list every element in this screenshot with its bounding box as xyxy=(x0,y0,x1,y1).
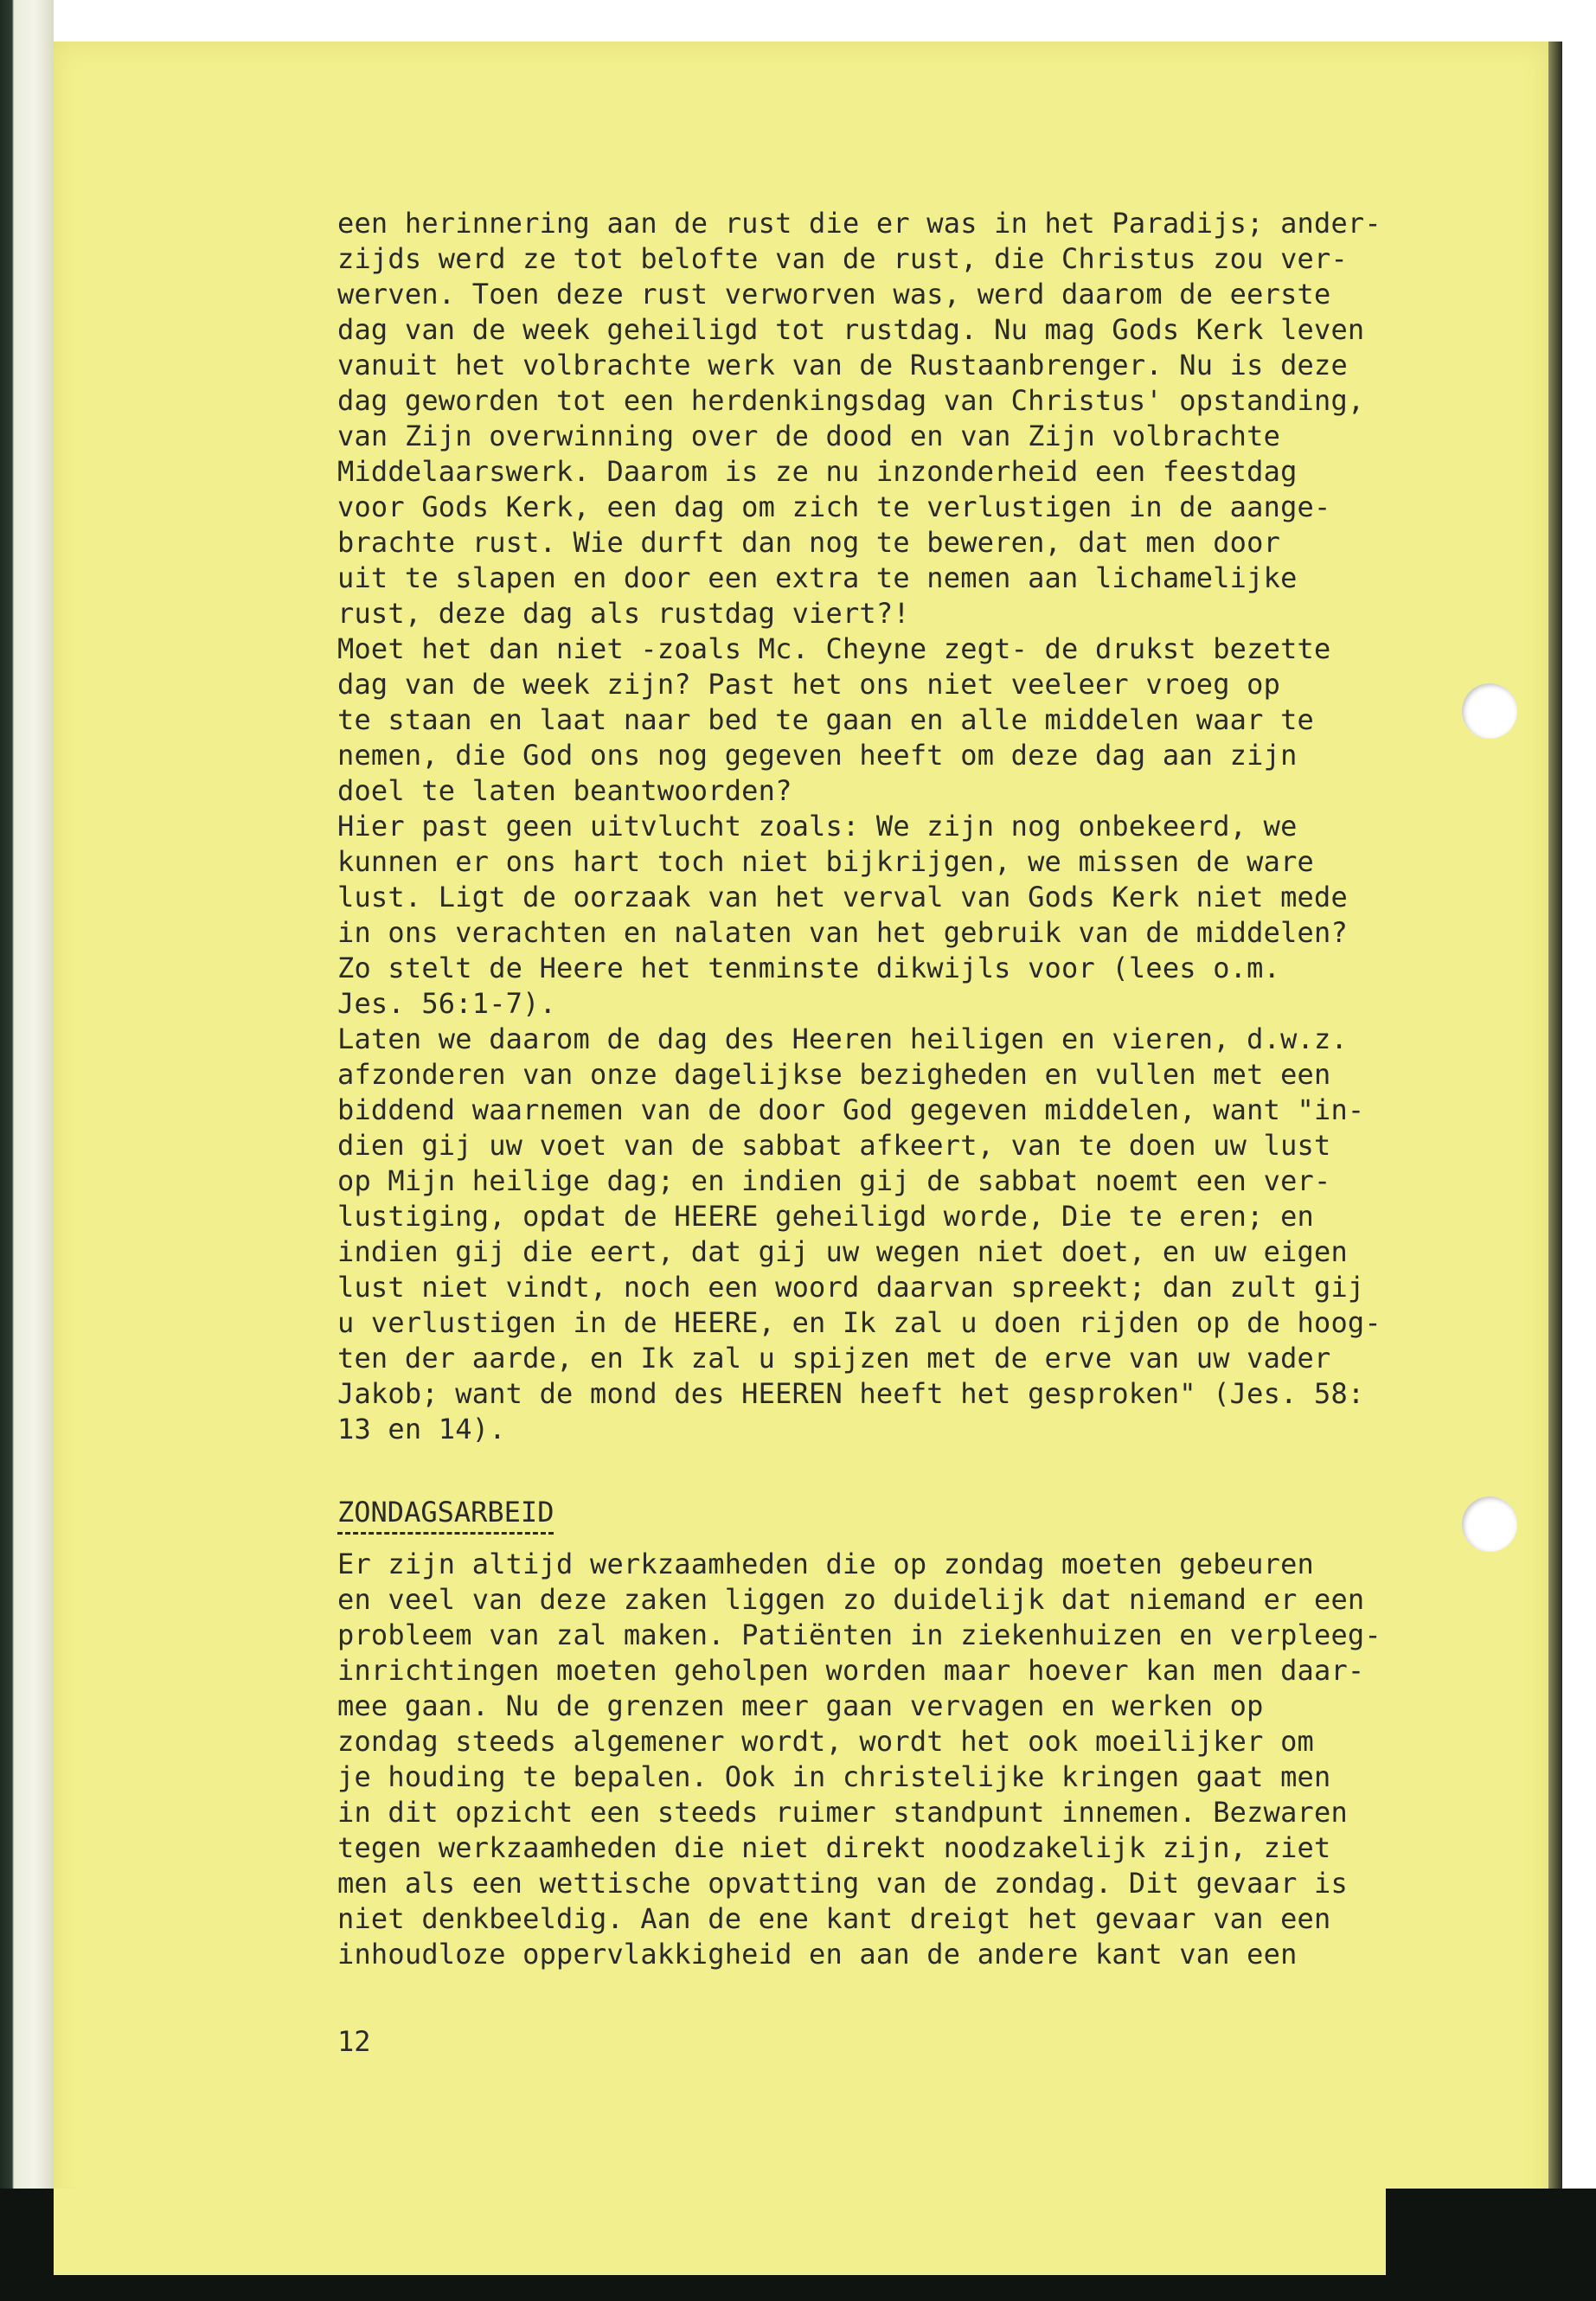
page-right-shadow xyxy=(1548,42,1562,2256)
text-line: u verlustigen in de HEERE, en Ik zal u doen rijden op de hoog- xyxy=(337,1306,1381,1339)
text-line: probleem van zal maken. Patiënten in ziekenhuizen en verpleeg- xyxy=(337,1618,1381,1651)
text-line: zijds werd ze tot belofte van de rust, die Christus zou ver- xyxy=(337,242,1348,275)
text-line: Laten we daarom de dag des Heeren heiligen en vieren, d.w.z. xyxy=(337,1022,1348,1055)
text-line: rust, deze dag als rustdag viert?! xyxy=(337,597,910,630)
text-line: Hier past geen uitvlucht zoals: We zijn nog onbekeerd, we xyxy=(337,810,1298,843)
text-line: niet denkbeeldig. Aan de ene kant dreigt het gevaar van een xyxy=(337,1902,1331,1935)
text-line: je houding te bepalen. Ook in christelijke kringen gaat men xyxy=(337,1760,1331,1793)
section-paragraph xyxy=(337,1547,1462,1972)
text-line: indien gij die eert, dat gij uw wegen niet doet, en uw eigen xyxy=(337,1235,1348,1268)
scan-top-margin xyxy=(0,0,1596,42)
text-line: inhoudloze oppervlakkigheid en aan de andere kant van een xyxy=(337,1938,1298,1971)
section-heading: ZONDAGSARBEID xyxy=(337,1495,554,1535)
text-line: te staan en laat naar bed te gaan en alle middelen waar te xyxy=(337,703,1315,736)
text-line: lust niet vindt, noch een woord daarvan spreekt; dan zult gij xyxy=(337,1271,1365,1304)
text-line: vanuit het volbrachte werk van de Rustaanbrenger. Nu is deze xyxy=(337,349,1348,381)
text-line: Jes. 56:1-7). xyxy=(337,987,557,1020)
text-line: biddend waarnemen van de door God gegeven middelen, want "in- xyxy=(337,1093,1365,1126)
text-line: zondag steeds algemener wordt, wordt het ook moeilijker om xyxy=(337,1725,1315,1758)
text-line: 13 en 14). xyxy=(337,1413,506,1445)
binder-edge xyxy=(0,0,54,2301)
text-line: in dit opzicht een steeds ruimer standpunt innemen. Bezwaren xyxy=(337,1796,1348,1829)
text-line: op Mijn heilige dag; en indien gij de sabbat noemt een ver- xyxy=(337,1164,1331,1197)
page-number: 12 xyxy=(337,2025,371,2058)
text-line: nemen, die God ons nog gegeven heeft om deze dag aan zijn xyxy=(337,739,1298,772)
text-line: dag van de week geheiligd tot rustdag. Nu mag Gods Kerk leven xyxy=(337,313,1365,346)
scan-bottom-margin xyxy=(0,2189,1596,2301)
text-line: kunnen er ons hart toch niet bijkrijgen, we missen de ware xyxy=(337,845,1315,878)
text-line: in ons verachten en nalaten van het gebruik van de middelen? xyxy=(337,916,1348,949)
text-line: voor Gods Kerk, een dag om zich te verlustigen in de aange- xyxy=(337,490,1331,523)
text-line: afzonderen van onze dagelijkse bezigheden en vullen met een xyxy=(337,1058,1331,1091)
text-line: van Zijn overwinning over de dood en van Zijn volbrachte xyxy=(337,420,1281,452)
text-line: ten der aarde, en Ik zal u spijzen met de erve van uw vader xyxy=(337,1342,1331,1375)
text-line: Er zijn altijd werkzaamheden die op zondag moeten gebeuren xyxy=(337,1548,1315,1580)
text-line: Jakob; want de mond des HEEREN heeft het gesproken" (Jes. 58: xyxy=(337,1377,1365,1410)
text-line: lust. Ligt de oorzaak van het verval van Gods Kerk niet mede xyxy=(337,881,1348,913)
text-line: Middelaarswerk. Daarom is ze nu inzonderheid een feestdag xyxy=(337,455,1298,488)
text-line: Zo stelt de Heere het tenminste dikwijls voor (lees o.m. xyxy=(337,952,1281,984)
paragraph-continued xyxy=(337,206,1462,1447)
text-line: mee gaan. Nu de grenzen meer gaan vervagen en werken op xyxy=(337,1689,1264,1722)
text-line: lustiging, opdat de HEERE geheiligd worde, Die te eren; en xyxy=(337,1200,1315,1233)
text-line: tegen werkzaamheden die niet direkt noodzakelijk zijn, ziet xyxy=(337,1831,1331,1864)
text-line: een herinnering aan de rust die er was in het Paradijs; ander- xyxy=(337,207,1381,240)
text-line: dag van de week zijn? Past het ons niet veeleer vroeg op xyxy=(337,668,1281,701)
text-line: dag geworden tot een herdenkingsdag van Christus' opstanding, xyxy=(337,384,1365,417)
text-line: doel te laten beantwoorden? xyxy=(337,774,792,807)
text-line: men als een wettische opvatting van de zondag. Dit gevaar is xyxy=(337,1867,1348,1900)
page-bottom-edge xyxy=(54,2189,1386,2275)
text-line: uit te slapen en door een extra te nemen aan lichamelijke xyxy=(337,561,1298,594)
text-line: inrichtingen moeten geholpen worden maar hoever kan men daar- xyxy=(337,1654,1365,1687)
punch-hole-top xyxy=(1462,683,1517,739)
text-line: Moet het dan niet -zoals Mc. Cheyne zegt- de drukst bezette xyxy=(337,632,1331,665)
text-line: werven. Toen deze rust verworven was, werd daarom de eerste xyxy=(337,278,1331,311)
text-line: dien gij uw voet van de sabbat afkeert, van te doen uw lust xyxy=(337,1129,1331,1162)
text-line: brachte rust. Wie durft dan nog te beweren, dat men door xyxy=(337,526,1281,559)
text-line: en veel van deze zaken liggen zo duidelijk dat niemand er een xyxy=(337,1583,1365,1616)
punch-hole-bottom xyxy=(1462,1497,1517,1552)
